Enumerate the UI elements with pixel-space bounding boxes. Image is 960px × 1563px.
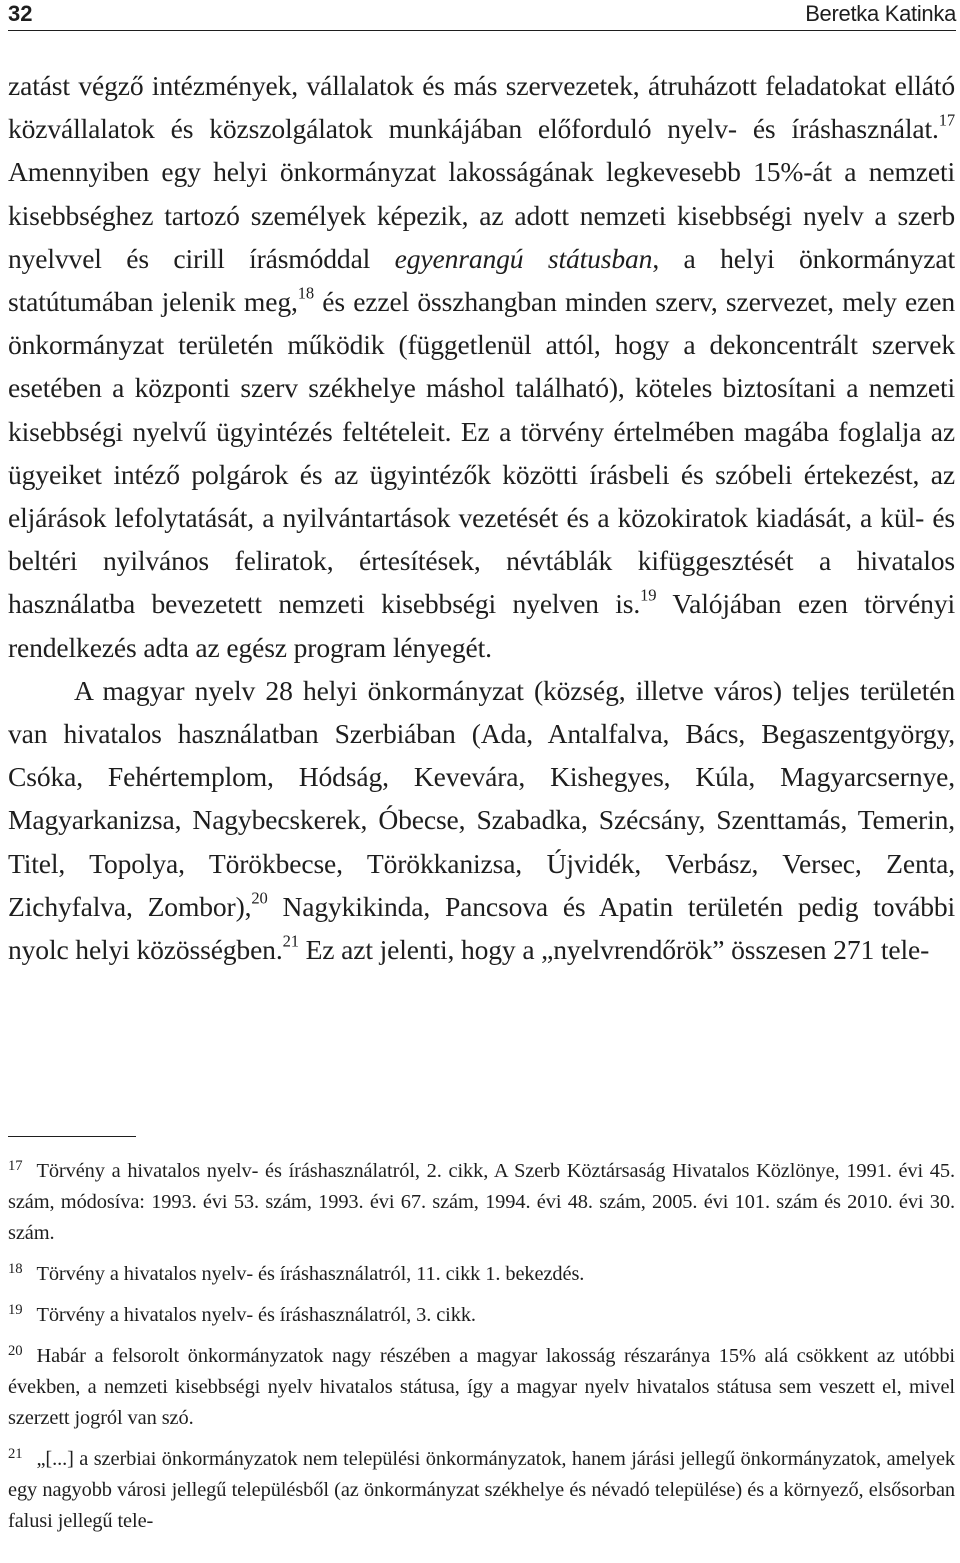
footnote-text: Törvény a hivatalos nyelv- és íráshasználatról, 2. cikk, A Szerb Köztársaság Hivatalos Közlönye, 1991. évi 45. szám, módosíva: 1993. évi 53. szám, 1993. évi 67. szám, 1994. évi 48. szám, 2005. évi 101. szám és 2010. évi 30. szám. <box>8 1160 955 1244</box>
footnote-ref-20[interactable]: 20 <box>251 888 268 908</box>
footnote-text: Törvény a hivatalos nyelv- és íráshasználatról, 11. cikk 1. bekezdés. <box>36 1263 585 1285</box>
footnote-18 <box>8 1259 955 1290</box>
main-text <box>8 64 955 971</box>
footnote-ref-17[interactable]: 17 <box>938 110 955 130</box>
emphasis-text: egyenrangú státusban <box>394 242 653 274</box>
page-header <box>8 0 956 31</box>
footnote-number: 20 <box>8 1343 23 1360</box>
footnote-19 <box>8 1300 955 1331</box>
running-head-author: Beretka Katinka <box>805 1 956 26</box>
footnote-number: 19 <box>8 1302 23 1319</box>
footnote-text: Törvény a hivatalos nyelv- és íráshasználatról, 3. cikk. <box>36 1304 476 1326</box>
footnote-21 <box>8 1444 955 1537</box>
footnote-20 <box>8 1341 955 1434</box>
footnote-17 <box>8 1156 955 1249</box>
footnote-text: „[...] a szerbiai önkormányzatok nem települési önkormányzatok, hanem járási jellegű önkormányzatok, amelyek egy nagyobb városi jellegű településből (az önkormányzat székhelye és névadó települése) és a környező, elsősorban falusi jellegű tele- <box>8 1448 955 1532</box>
footnote-ref-18[interactable]: 18 <box>297 283 314 303</box>
paragraph-2: A magyar nyelv 28 helyi önkormányzat (község, illetve város) teljes területén van hivatalos használatban Szerbiában (Ada, Antalfalva, Bács, Begaszentgyörgy, Csóka, Fehértemplom, Hódság, Kevevára, Kishegyes, Kúla, Magyarcsernye, Magyarkanizsa, Nagybecskerek, Óbecse, Szabadka, Szécsány, Szenttamás, Temerin, Titel, Topolya, Törökbecse, Törökkanizsa, Újvidék, Verbász, Versec, Zenta, Zichyfalva, Zombor),$^{20}$ Nagykikinda, Pancsova és Apatin területén pedig további nyolc helyi közösségben.$^{21}$ Ez azt jelenti, hogy a „nyelvrendőrök” összesen 271 tele- <box>8 674 955 966</box>
paragraph-1: zatást végző intézmények, vállalatok és más szervezetek, átruházott feladatokat ellátó közvállalatok és közszolgálatok munkájában előforduló nyelv- és íráshasználat.$^{17}$ Amennyiben egy helyi önkormányzat lakosságának legkevesebb 15%-át a nemzeti kisebbséghez tartozó személyek képezik, az adott nemzeti kisebbségi nyelv a szerb nyelvvel és cirill írásmóddal egyenrangú státusban, a helyi önkormányzat statútumában jelenik meg,$^{18}$ és ezzel összhangban minden szerv, szervezet, mely ezen önkormányzat területén működik (függetlenül attól, hogy a dekoncentrált szervek esetében a központi szerv székhelye máshol található), köteles biztosítani a nemzeti kisebbségi nyelvű ügyintézés feltételeit. Ez a törvény értelmében magába foglalja az ügyeiket intéző polgárok és az ügyintézők közötti írásbeli és szóbeli értekezést, az eljárások lefolytatását, a nyilvántartások vezetését és a közokiratok kiadását, a kül- és beltéri nyilvános feliratok, értesítések, névtáblák kifüggesztését a hivatalos használatba bevezetett nemzeti kisebbségi nyelven is.$^{19}$ Valójában ezen törvényi rendelkezés adta az egész program lényegét. <box>8 70 955 663</box>
footnote-ref-19[interactable]: 19 <box>640 586 657 606</box>
footnote-number: 21 <box>8 1446 23 1463</box>
footnote-ref-21[interactable]: 21 <box>282 931 299 951</box>
footnote-number: 18 <box>8 1261 23 1278</box>
page-number: 32 <box>8 1 33 26</box>
footnotes <box>8 1156 955 1547</box>
footnote-separator <box>8 1136 136 1137</box>
footnote-text: Habár a felsorolt önkormányzatok nagy részében a magyar lakosság részaránya 15% alá csökkent az utóbbi években, a nemzeti kisebbségi nyelv hivatalos státusa, így a magyar nyelv hivatalos státusa sem veszett el, mivel szerzett jogról van szó. <box>8 1345 955 1429</box>
footnote-number: 17 <box>8 1158 23 1175</box>
